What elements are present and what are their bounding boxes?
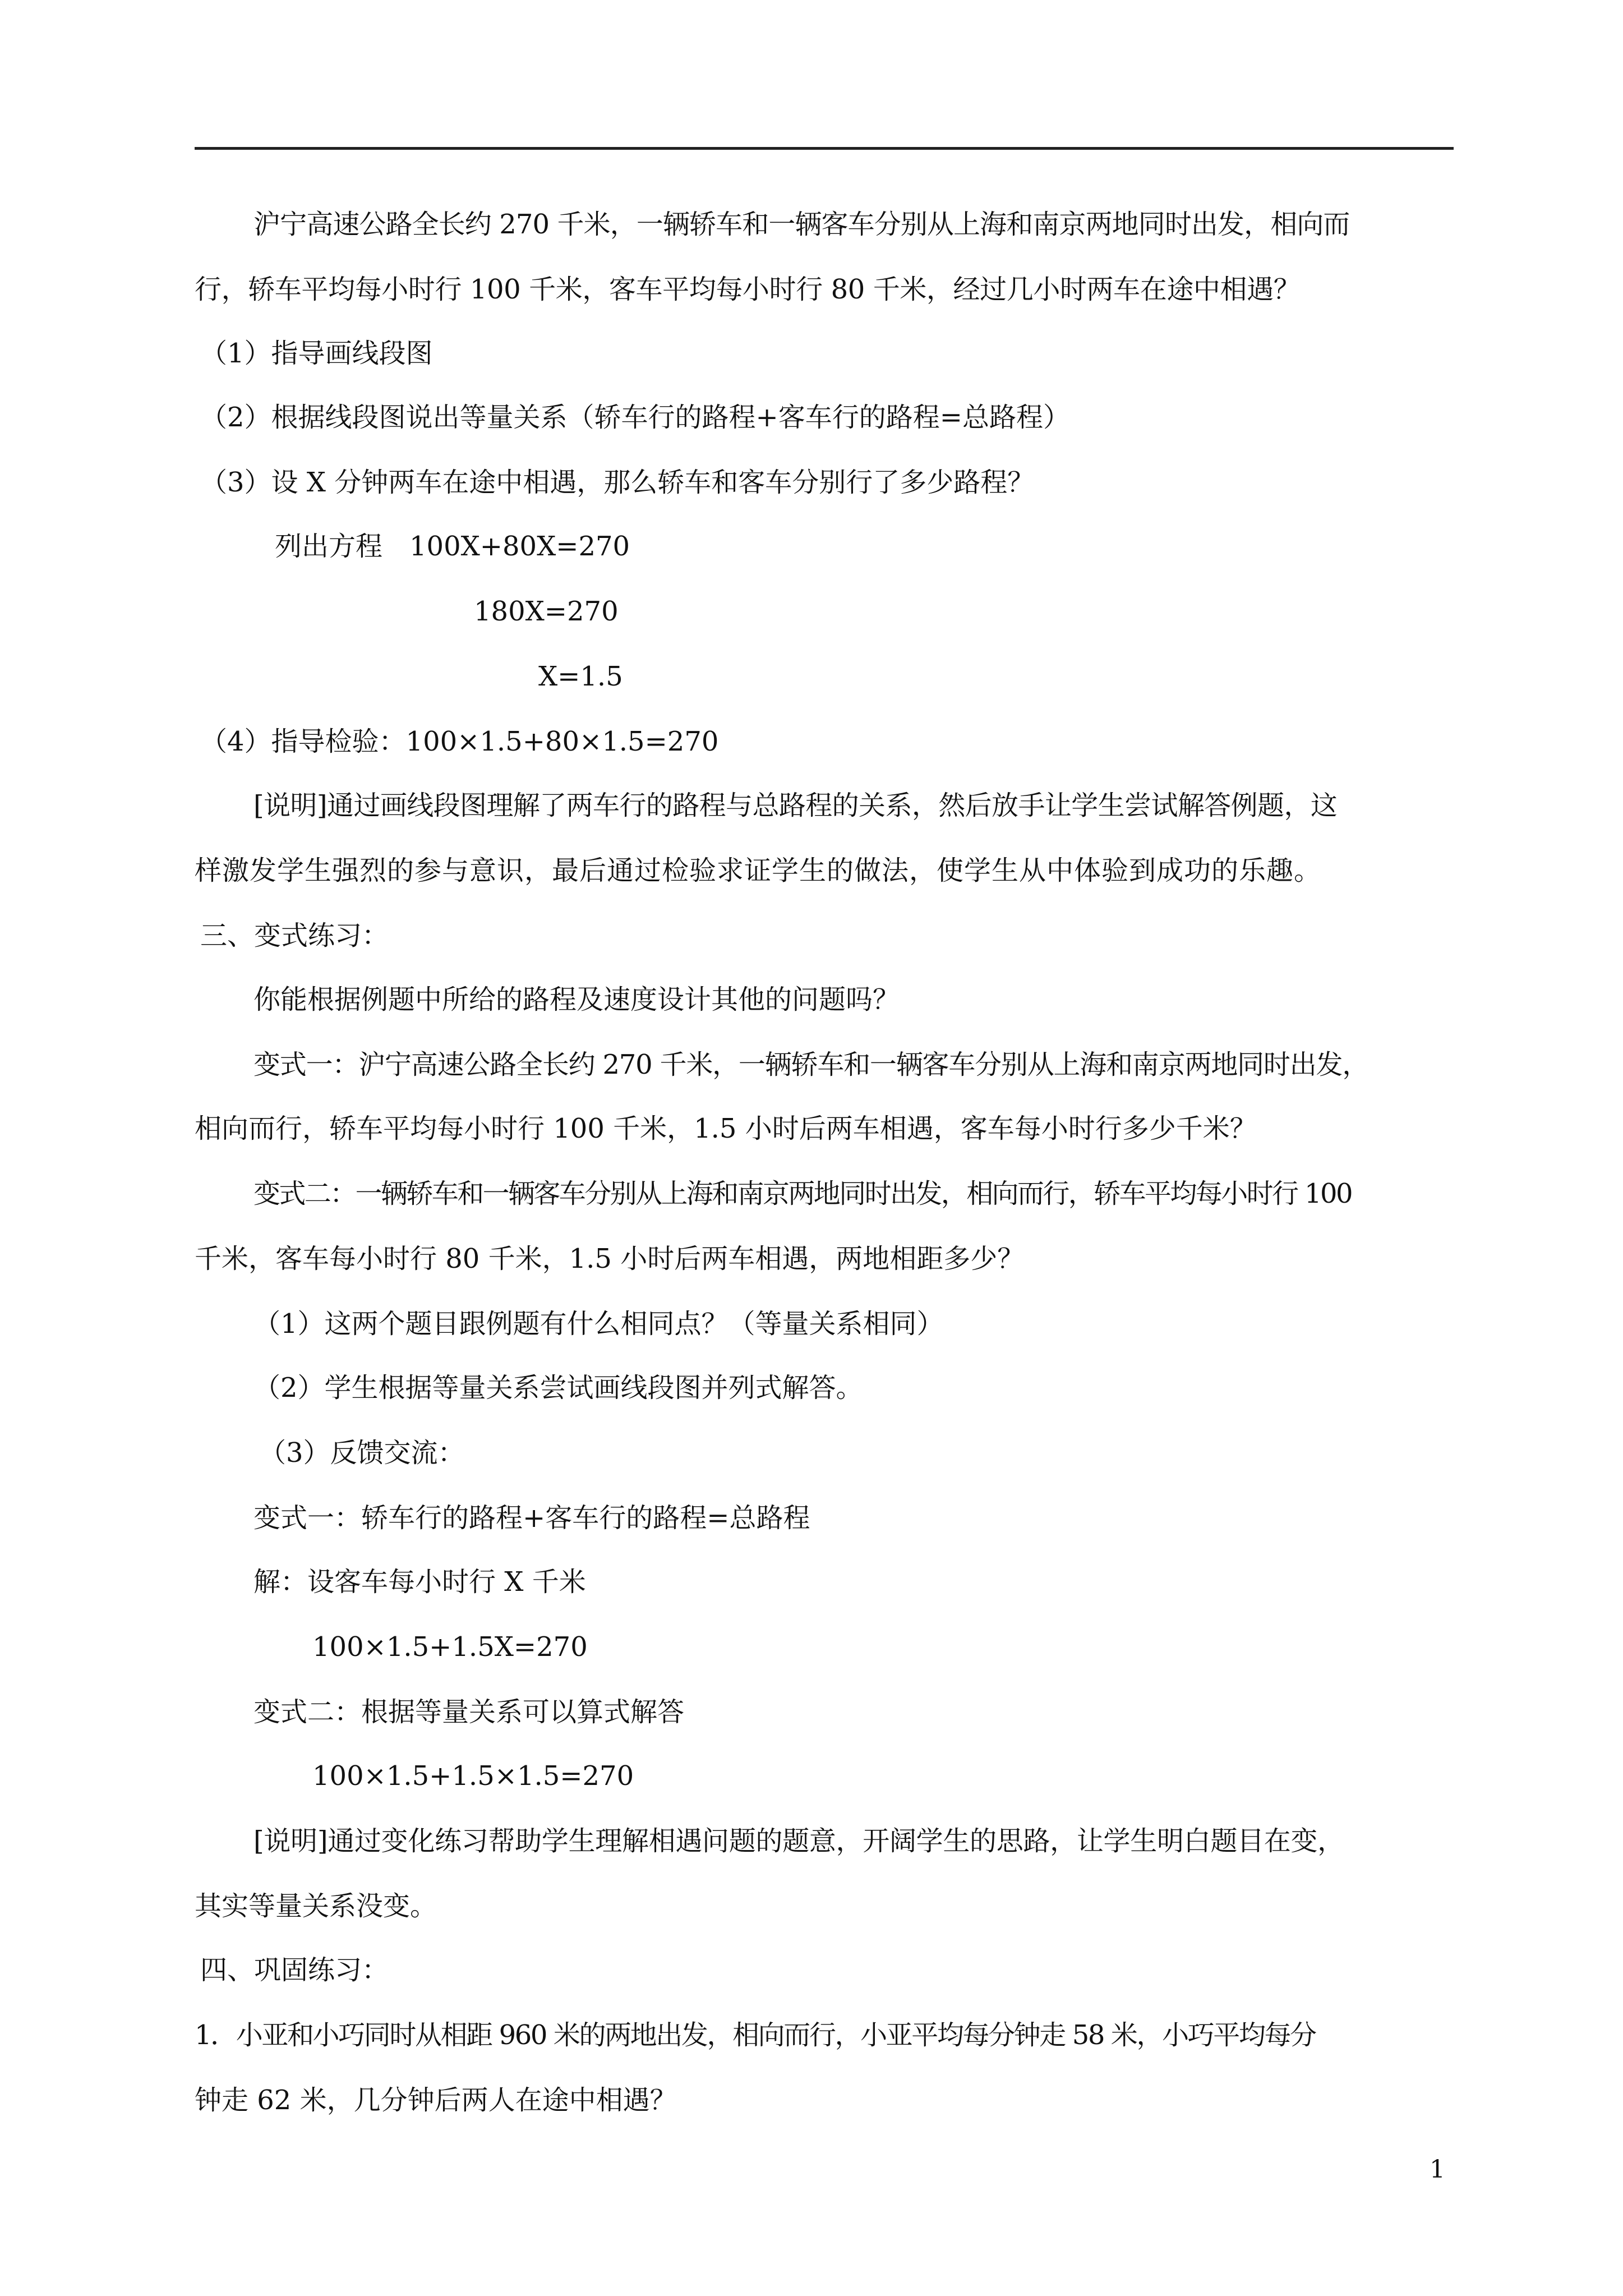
equation-line-3: X=1.5 [538, 661, 623, 692]
variant-2-relation: 变式二：根据等量关系可以算式解答 [253, 1696, 685, 1728]
explanation-2-line-1: [说明]通过变化练习帮助学生理解相遇问题的题意，开阔学生的思路，让学生明白题目在变， [253, 1825, 1344, 1857]
variant-2-line-1: 变式二：一辆轿车和一辆客车分别从上海和南京两地同时出发，相向而行，轿车平均每小时行 100 [253, 1178, 1352, 1209]
section-4-heading: 四、巩固练习： [200, 1954, 389, 1986]
equation-line-2: 180X=270 [474, 596, 619, 627]
step-2-line: （2）根据线段图说出等量关系（轿车行的路程+客车行的路程=总路程） [200, 402, 1070, 433]
problem-text-line-2: 行，轿车平均每小时行 100 千米，客车平均每小时行 80 千米，经过几小时两车在途中相遇？ [195, 274, 1301, 305]
step-4-line: （4）指导检验：100×1.5+80×1.5=270 [200, 726, 719, 757]
exercise-1-line-1: 1．小亚和小巧同时从相距 960 米的两地出发，相向而行，小亚平均每分钟走 58 米，小巧平均每分 [195, 2019, 1316, 2051]
exercise-1-line-2: 钟走 62 米，几分钟后两人在途中相遇？ [195, 2085, 677, 2116]
explanation-2-line-2: 其实等量关系没变。 [195, 1890, 437, 1922]
problem-text-line-1: 沪宁高速公路全长约 270 千米，一辆轿车和一辆客车分别从上海和南京两地同时出发，相向而 [253, 209, 1350, 240]
explanation-1-line-1: [说明]通过画线段图理解了两车行的路程与总路程的关系，然后放手让学生尝试解答例题，这 [253, 790, 1338, 821]
variant-1-line-2: 相向而行，轿车平均每小时行 100 千米，1.5 小时后两车相遇，客车每小时行多少千米？ [195, 1113, 1257, 1144]
step-1-line: （1）指导画线段图 [200, 338, 433, 369]
section-3-heading: 三、变式练习： [200, 920, 389, 951]
page-number: 1 [1430, 2155, 1445, 2184]
question-2-line: （2）学生根据等量关系尝试画线段图并列式解答。 [253, 1372, 863, 1404]
step-3-line: （3）设 X 分钟两车在途中相遇，那么轿车和客车分别行了多少路程？ [200, 467, 1035, 498]
question-1-line: （1）这两个题目跟例题有什么相同点？（等量关系相同） [253, 1308, 944, 1340]
variant-1-line-1: 变式一：沪宁高速公路全长约 270 千米，一辆轿车和一辆客车分别从上海和南京两地同时出发， [253, 1049, 1369, 1080]
header-rule [195, 147, 1454, 150]
section-3-intro: 你能根据例题中所给的路程及速度设计其他的问题吗？ [253, 984, 900, 1015]
question-3-line: （3）反馈交流： [259, 1437, 465, 1469]
explanation-1-line-2: 样激发学生强烈的参与意识，最后通过检验求证学生的做法，使学生从中体验到成功的乐趣。 [195, 855, 1322, 886]
variant-1-relation: 变式一：轿车行的路程+客车行的路程=总路程 [253, 1502, 810, 1534]
variant-2-line-2: 千米，客车每小时行 80 千米，1.5 小时后两车相遇，两地相距多少？ [195, 1243, 1025, 1274]
variant-2-equation: 100×1.5+1.5×1.5=270 [312, 1760, 634, 1792]
solution-line: 解：设客车每小时行 X 千米 [253, 1566, 586, 1598]
equation-line-1: 列出方程 100X+80X=270 [275, 531, 630, 562]
variant-1-equation: 100×1.5+1.5X=270 [312, 1631, 588, 1663]
